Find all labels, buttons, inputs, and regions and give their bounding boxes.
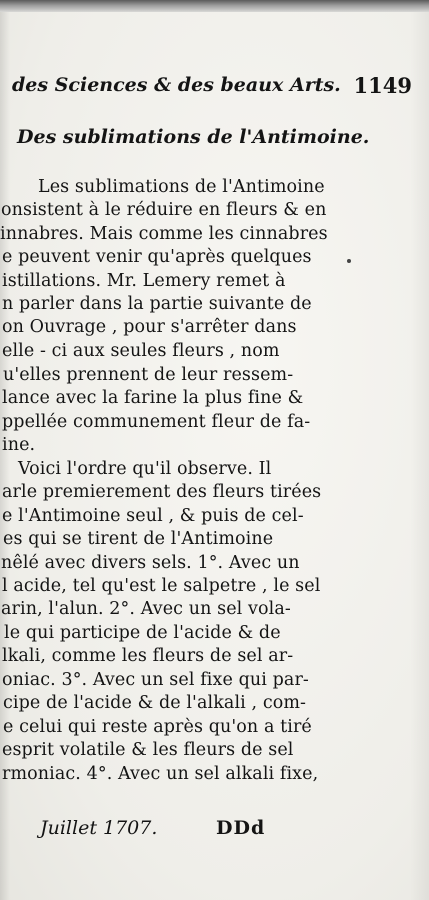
- ink-speck: [347, 259, 351, 263]
- text-line: lkali, comme les fleurs de sel ar-: [2, 646, 294, 666]
- text-line: arin, l'alun. 2°. Avec un sel vola-: [1, 599, 291, 619]
- text-line: cipe de l'acide & de l'alkali , com-: [3, 693, 307, 713]
- section-title: Des sublimations de l'Antimoine.: [17, 126, 370, 148]
- text-line: Voici l'ordre qu'il observe. Il: [18, 459, 272, 479]
- text-line: arle premierement des fleurs tirées: [2, 482, 322, 502]
- text-line: n parler dans la partie suivante de: [2, 294, 312, 314]
- running-head-title: des Sciences & des beaux Arts.: [12, 74, 341, 96]
- text-line: es qui se tirent de l'Antimoine: [3, 529, 274, 549]
- running-head: [12, 74, 420, 100]
- text-line: l acide, tel qu'est le salpetre , le sel: [2, 576, 321, 596]
- text-line: onsistent à le réduire en fleurs & en: [1, 200, 327, 220]
- text-line: oniac. 3°. Avec un sel fixe qui par-: [2, 670, 309, 690]
- page-footer: [0, 817, 429, 847]
- footer-date: Juillet 1707.: [40, 817, 158, 839]
- text-line: elle - ci aux seules fleurs , nom: [2, 341, 280, 361]
- text-line: esprit volatile & les fleurs de sel: [2, 740, 294, 760]
- text-line: Les sublimations de l'Antimoine: [38, 177, 325, 197]
- text-line: e peuvent venir qu'après quelques: [2, 247, 312, 267]
- text-line: ppellée communement fleur de fa-: [2, 412, 311, 432]
- text-line: innabres. Mais comme les cinnabres: [0, 224, 328, 244]
- text-line: nêlé avec divers sels. 1°. Avec un: [1, 553, 300, 573]
- page-number: 1149: [353, 73, 412, 98]
- top-page-edge: [0, 0, 429, 12]
- text-line: le qui participe de l'acide & de: [4, 623, 281, 643]
- signature-mark: DDd: [216, 817, 266, 839]
- text-line: u'elles prennent de leur ressem-: [3, 365, 294, 385]
- text-line: e celui qui reste après qu'on a tiré: [3, 717, 312, 737]
- text-line: istillations. Mr. Lemery remet à: [2, 271, 286, 291]
- text-line: on Ouvrage , pour s'arrêter dans: [2, 317, 297, 337]
- text-line: e l'Antimoine seul , & puis de cel-: [2, 506, 304, 526]
- text-line: ine.: [2, 435, 36, 455]
- text-line: lance avec la farine la plus fine &: [2, 388, 304, 408]
- text-line: rmoniac. 4°. Avec un sel alkali fixe,: [2, 764, 319, 784]
